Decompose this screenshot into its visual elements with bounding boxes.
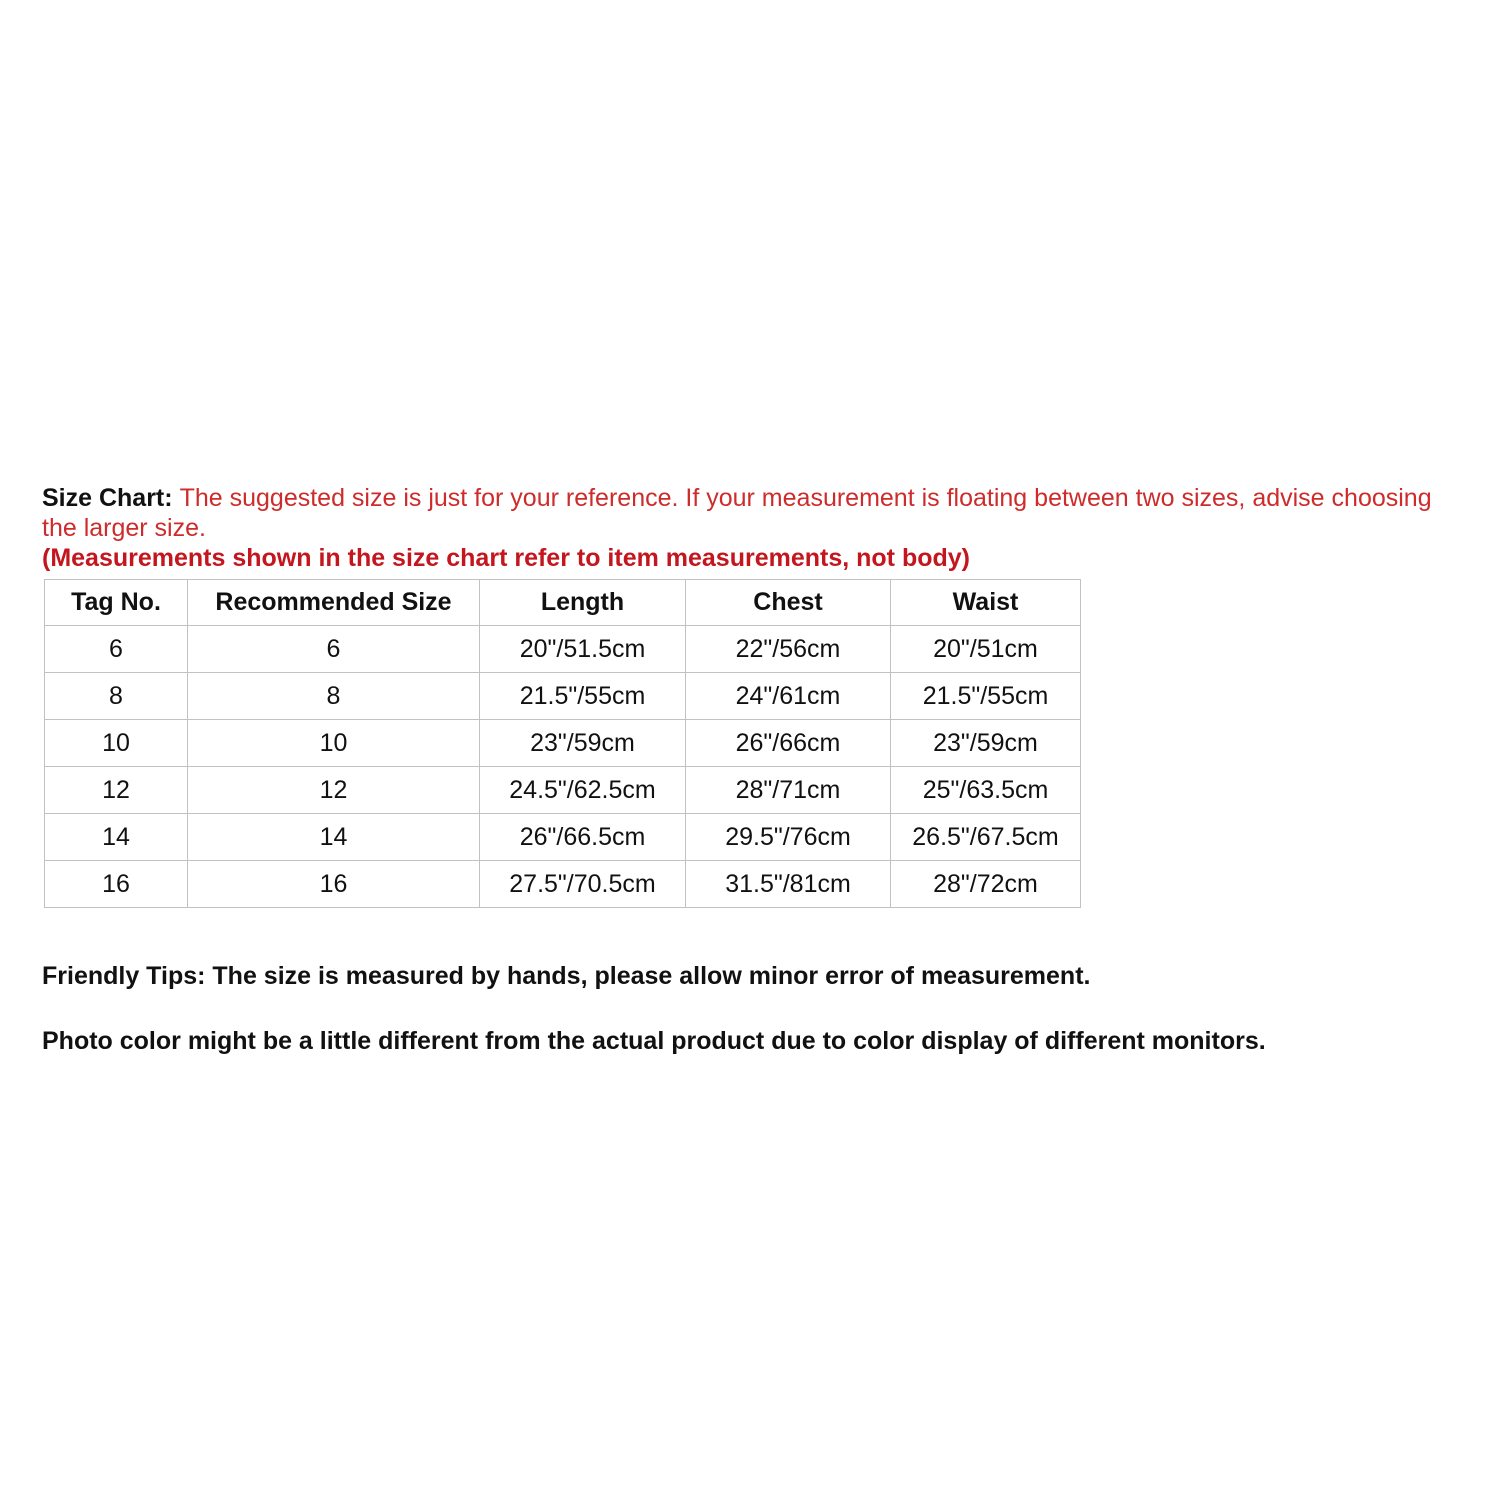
cell-chest: 24"/61cm xyxy=(686,673,891,720)
header-tag-no: Tag No. xyxy=(45,580,188,626)
cell-waist: 28"/72cm xyxy=(891,861,1081,908)
cell-length: 27.5"/70.5cm xyxy=(480,861,686,908)
cell-waist: 23"/59cm xyxy=(891,720,1081,767)
cell-length: 21.5"/55cm xyxy=(480,673,686,720)
cell-chest: 28"/71cm xyxy=(686,767,891,814)
size-chart-label: Size Chart: xyxy=(42,484,173,512)
size-chart-advice-text: The suggested size is just for your reference. If your measurement is floating between two sizes, advise choosing the larger size. xyxy=(42,484,1432,542)
cell-waist: 26.5"/67.5cm xyxy=(891,814,1081,861)
measurement-note: (Measurements shown in the size chart refer to item measurements, not body) xyxy=(42,544,970,572)
cell-length: 24.5"/62.5cm xyxy=(480,767,686,814)
photo-color-disclaimer: Photo color might be a little different from the actual product due to color display of different monitors. xyxy=(42,1027,1266,1055)
cell-recommended-size: 14 xyxy=(188,814,480,861)
header-chest: Chest xyxy=(686,580,891,626)
table-row-size-12 xyxy=(45,767,1081,814)
cell-recommended-size: 10 xyxy=(188,720,480,767)
header-length: Length xyxy=(480,580,686,626)
table-row-size-10 xyxy=(45,720,1081,767)
size-table xyxy=(44,579,1081,908)
table-row-size-8 xyxy=(45,673,1081,720)
cell-recommended-size: 16 xyxy=(188,861,480,908)
cell-length: 23"/59cm xyxy=(480,720,686,767)
cell-tag-no: 10 xyxy=(45,720,188,767)
table-row-size-14 xyxy=(45,814,1081,861)
cell-chest: 31.5"/81cm xyxy=(686,861,891,908)
cell-chest: 22"/56cm xyxy=(686,626,891,673)
cell-tag-no: 6 xyxy=(45,626,188,673)
cell-tag-no: 8 xyxy=(45,673,188,720)
cell-chest: 26"/66cm xyxy=(686,720,891,767)
cell-recommended-size: 8 xyxy=(188,673,480,720)
cell-recommended-size: 12 xyxy=(188,767,480,814)
cell-tag-no: 12 xyxy=(45,767,188,814)
table-row-size-6 xyxy=(45,626,1081,673)
table-header-row xyxy=(45,580,1081,626)
header-recommended-size: Recommended Size xyxy=(188,580,480,626)
cell-length: 26"/66.5cm xyxy=(480,814,686,861)
cell-recommended-size: 6 xyxy=(188,626,480,673)
cell-tag-no: 16 xyxy=(45,861,188,908)
cell-waist: 21.5"/55cm xyxy=(891,673,1081,720)
header-waist: Waist xyxy=(891,580,1081,626)
cell-tag-no: 14 xyxy=(45,814,188,861)
intro-paragraph xyxy=(42,483,1462,543)
cell-waist: 20"/51cm xyxy=(891,626,1081,673)
cell-chest: 29.5"/76cm xyxy=(686,814,891,861)
friendly-tips-text: Friendly Tips: The size is measured by hands, please allow minor error of measurement. xyxy=(42,962,1091,990)
cell-length: 20"/51.5cm xyxy=(480,626,686,673)
cell-waist: 25"/63.5cm xyxy=(891,767,1081,814)
table-row-size-16 xyxy=(45,861,1081,908)
